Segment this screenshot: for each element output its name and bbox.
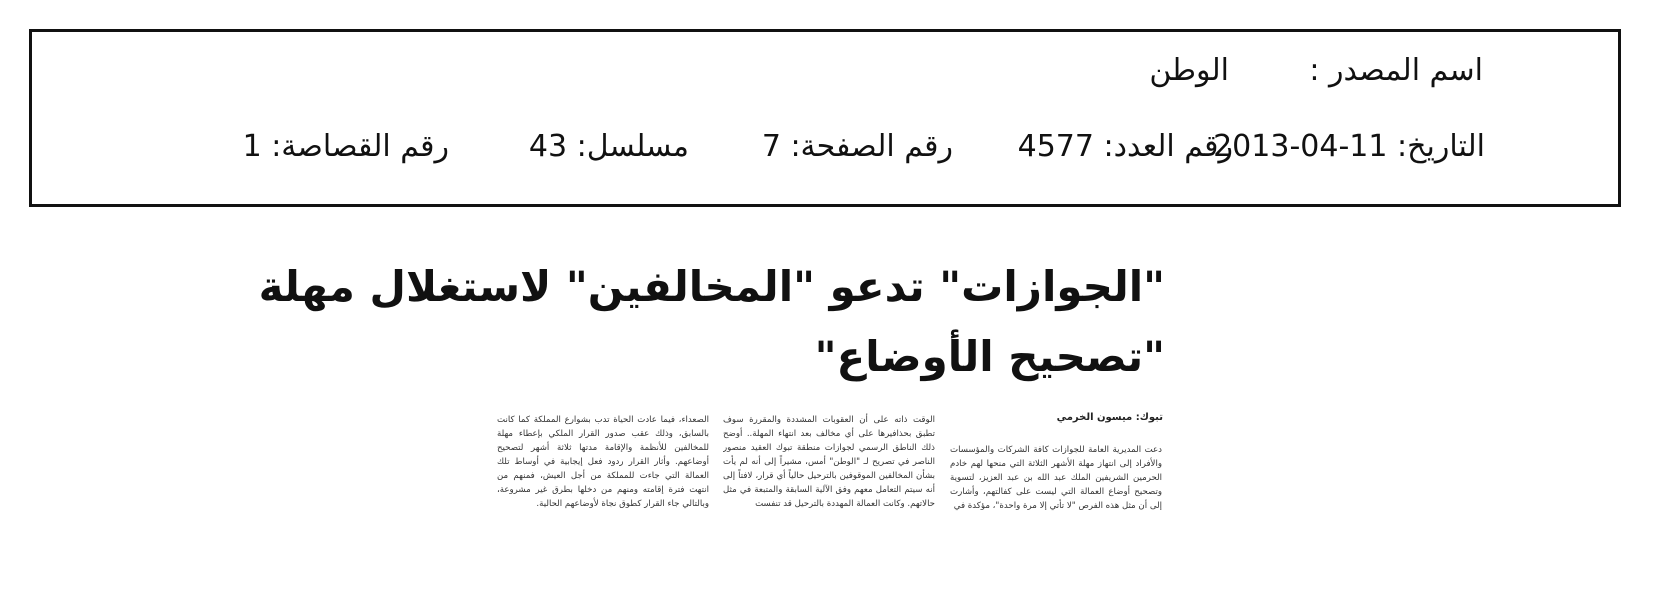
source-label: اسم المصدر : bbox=[1309, 53, 1483, 88]
clip-number-field: رقم القصاصة: 1 bbox=[242, 129, 449, 164]
article-byline: تبوك: ميسون الخرمي bbox=[1056, 412, 1163, 423]
article-column-3: الصعداء، فيما عادت الحياة تدب بشوارع المملكة كما كانت بالسابق، وذلك عقب صدور القرار الملكي بإعطاء مهلة للمخالفين للأنظمة والإقامة مدتها ثلاثة أشهر لتصحيح أوضاعهم. وأثار القرار ردود فعل إيجابية في أوساط تلك العمالة التي جاءت للمملكة من أجل العيش، فمنهم من انتهت فترة إقامته ومنهم من دخلها بطرق غير مشروعة، وبالتالي جاء القرار كطوق نجاة لأوضاعهم الحالية. bbox=[497, 415, 709, 509]
issue-number-field: رقم العدد: 4577 bbox=[1017, 129, 1233, 164]
page-number-field: رقم الصفحة: 7 bbox=[761, 129, 953, 164]
source-value: الوطن bbox=[1149, 53, 1229, 88]
date-field: التاريخ: 11-04-2013 bbox=[1213, 129, 1485, 164]
headline-line-1: "الجوازات" تدعو "المخالفين" لاستغلال مهلة bbox=[258, 262, 1165, 311]
article-column-1: دعت المديرية العامة للجوازات كافة الشركات والمؤسسات والأفراد إلى انتهاز مهلة الأشهر الثلاثة التي منحها لهم خادم الحرمين الشريفين الملك عبد الله بن عبد العزيز، لتسوية وتصحيح أوضاع العمالة التي ليست على كفالتهم، وأشارت إلى أن مثل هذه الفرص "لا تأتي إلا مرة واحدة"، مؤكدة في bbox=[950, 445, 1162, 511]
article-column-2: الوقت ذاته على أن العقوبات المشددة والمقررة سوف تطبق بحذافيرها على أي مخالف بعد انتهاء المهلة.. أوضح ذلك الناطق الرسمي لجوازات منطقة تبوك العقيد منصور الناصر في تصريح لـ "الوطن" أمس، مشيراً إلى أنه لم يأت بشأن المخالفين الموقوفين بالترحيل حالياً أي قرار، لافتاً إلى أنه سيتم التعامل معهم وفق الآلية السابقة والمتبعة في مثل حالاتهم. وكانت العمالة المهددة بالترحيل قد تنفست bbox=[723, 415, 935, 509]
serial-field: مسلسل: 43 bbox=[528, 129, 689, 164]
headline-line-2: "تصحيح الأوضاع" bbox=[814, 332, 1165, 381]
